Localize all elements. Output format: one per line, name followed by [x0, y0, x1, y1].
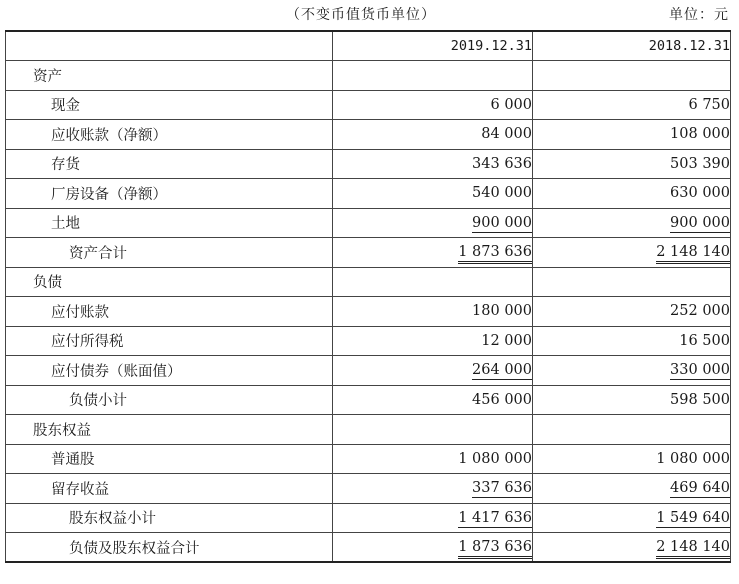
unit-label: 单位：元 [669, 7, 729, 23]
amount: 252 000 [670, 303, 730, 320]
currency-note: （不变币值货币单位） [286, 7, 436, 23]
value-2019 [333, 297, 533, 327]
amount: 503 390 [670, 155, 730, 172]
value-2019 [333, 238, 533, 268]
table-row [6, 444, 731, 474]
row-label: 负债 [6, 267, 333, 297]
amount: 2 148 140 [656, 244, 730, 264]
amount: 264 000 [472, 362, 532, 379]
amount: 108 000 [670, 126, 730, 143]
row-label: 应收账款（净额） [6, 120, 333, 150]
row-label: 负债及股东权益合计 [6, 533, 333, 563]
value-2019 [333, 208, 533, 238]
value-2019 [333, 503, 533, 533]
value-2019 [333, 533, 533, 563]
row-label: 土地 [6, 208, 333, 238]
table-row [6, 503, 731, 533]
table-row [6, 326, 731, 356]
value-2018 [533, 61, 731, 91]
row-label: 应付账款 [6, 297, 333, 327]
row-label: 厂房设备（净额） [6, 179, 333, 209]
value-2018 [533, 267, 731, 297]
amount: 598 500 [670, 391, 730, 408]
balance-sheet-table [5, 30, 731, 563]
amount: 1 080 000 [458, 450, 532, 467]
amount: 6 750 [688, 96, 730, 113]
amount: 330 000 [670, 362, 730, 379]
amount: 84 000 [481, 126, 532, 143]
table-row [6, 297, 731, 327]
value-2019 [333, 444, 533, 474]
row-label: 资产合计 [6, 238, 333, 268]
row-label: 资产 [6, 61, 333, 91]
value-2018 [533, 326, 731, 356]
value-2018 [533, 297, 731, 327]
amount: 469 640 [670, 480, 730, 497]
amount: 12 000 [481, 332, 532, 349]
value-2018 [533, 356, 731, 386]
value-2019 [333, 149, 533, 179]
value-2018 [533, 385, 731, 415]
table-row [6, 267, 731, 297]
row-label: 应付债券（账面值） [6, 356, 333, 386]
table-row [6, 356, 731, 386]
value-2019 [333, 267, 533, 297]
amount: 1 873 636 [458, 244, 532, 264]
row-label: 留存收益 [6, 474, 333, 504]
value-2018 [533, 503, 731, 533]
value-2019 [333, 356, 533, 386]
table-row [6, 415, 731, 445]
table-caption [0, 4, 739, 24]
value-2018 [533, 474, 731, 504]
value-2019 [333, 474, 533, 504]
value-2018 [533, 444, 731, 474]
table-row [6, 385, 731, 415]
value-2018 [533, 149, 731, 179]
table-body [6, 61, 731, 563]
table-row [6, 533, 731, 563]
row-label: 股东权益小计 [6, 503, 333, 533]
row-label: 现金 [6, 90, 333, 120]
amount: 630 000 [670, 185, 730, 202]
value-2019 [333, 61, 533, 91]
row-label: 股东权益 [6, 415, 333, 445]
value-2018 [533, 179, 731, 209]
amount: 2 148 140 [656, 539, 730, 559]
table-row [6, 179, 731, 209]
value-2019 [333, 415, 533, 445]
table-row [6, 149, 731, 179]
value-2019 [333, 90, 533, 120]
amount: 1 873 636 [458, 539, 532, 559]
column-header-2018: 2018.12.31 [533, 31, 731, 61]
value-2019 [333, 120, 533, 150]
value-2018 [533, 415, 731, 445]
row-label: 应付所得税 [6, 326, 333, 356]
column-header-2019: 2019.12.31 [333, 31, 533, 61]
amount: 1 417 636 [458, 509, 532, 526]
header-label-cell [6, 31, 333, 61]
value-2018 [533, 90, 731, 120]
row-label: 负债小计 [6, 385, 333, 415]
table-row [6, 208, 731, 238]
amount: 6 000 [490, 96, 532, 113]
amount: 900 000 [472, 214, 532, 231]
amount: 456 000 [472, 391, 532, 408]
table-row [6, 474, 731, 504]
table-row [6, 90, 731, 120]
value-2019 [333, 179, 533, 209]
row-label: 普通股 [6, 444, 333, 474]
value-2018 [533, 208, 731, 238]
header-row [6, 31, 731, 61]
amount: 16 500 [679, 332, 730, 349]
amount: 1 080 000 [656, 450, 730, 467]
amount: 900 000 [670, 214, 730, 231]
amount: 540 000 [472, 185, 532, 202]
amount: 180 000 [472, 303, 532, 320]
table-row [6, 61, 731, 91]
amount: 337 636 [472, 480, 532, 497]
amount: 1 549 640 [656, 509, 730, 526]
row-label: 存货 [6, 149, 333, 179]
table-row [6, 238, 731, 268]
value-2018 [533, 120, 731, 150]
amount: 343 636 [472, 155, 532, 172]
value-2018 [533, 238, 731, 268]
value-2018 [533, 533, 731, 563]
table-row [6, 120, 731, 150]
value-2019 [333, 385, 533, 415]
value-2019 [333, 326, 533, 356]
